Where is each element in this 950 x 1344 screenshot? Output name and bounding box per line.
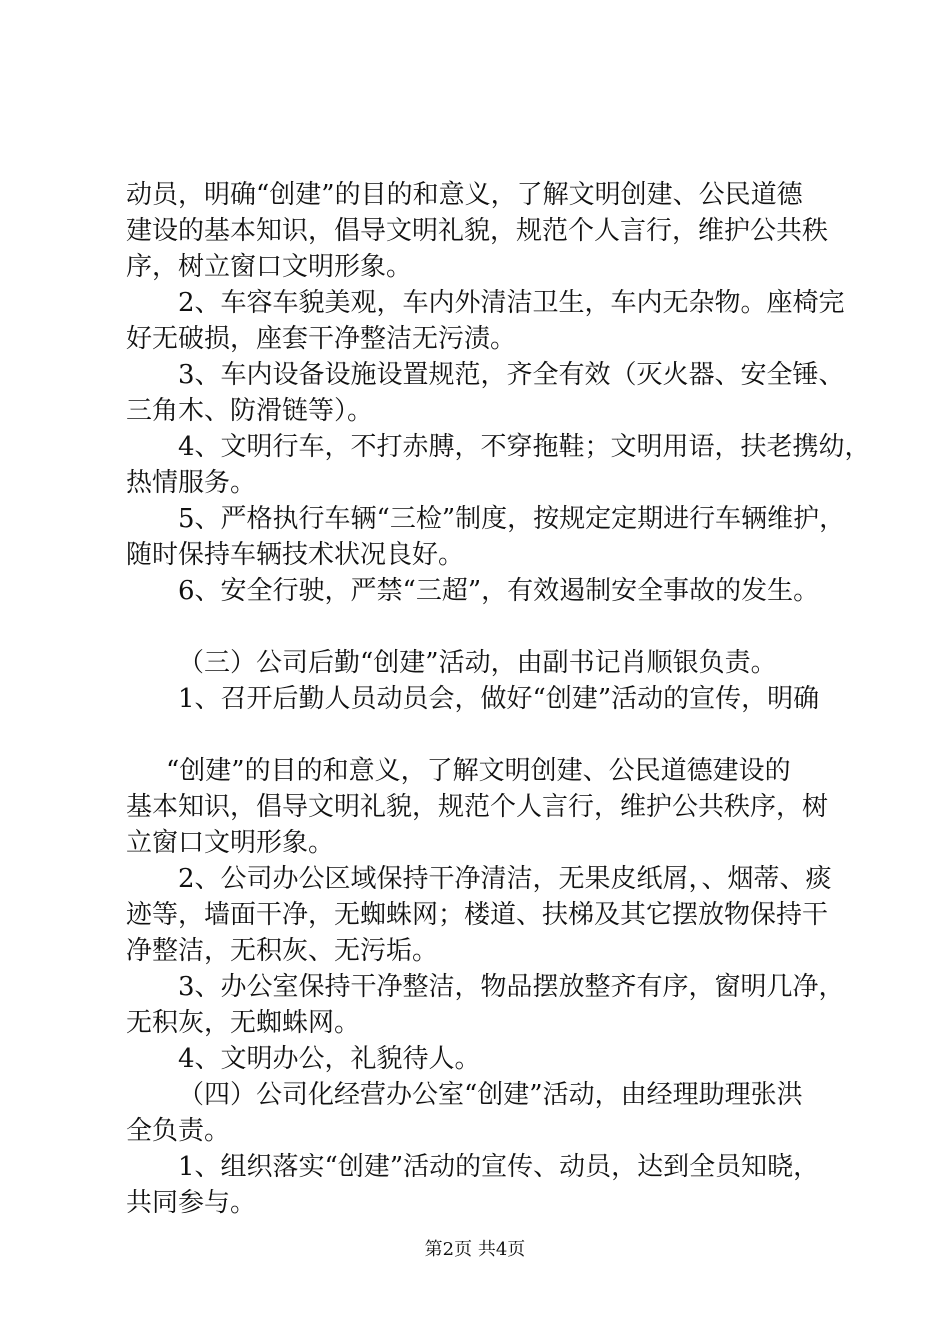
text-line: 动员，明确“创建”的目的和意义，了解文明创建、公民道德 [126,180,803,210]
text-line: 3、办公室保持干净整洁，物品摆放整齐有序，窗明几净， [178,972,845,1002]
text-line: 迹等，墙面干净，无蜘蛛网；楼道、扶梯及其它摆放物保持干 [126,900,829,930]
text-line: 立窗口文明形象。 [126,828,335,858]
text-line: 基本知识，倡导文明礼貌，规范个人言行，维护公共秩序，树 [126,792,829,822]
text-line: 1、组织落实“创建”活动的宣传、动员，达到全员知晓， [178,1152,820,1182]
text-line: 净整洁，无积灰、无污垢。 [126,936,439,966]
text-line: 2、公司办公区域保持干净清洁，无果皮纸屑，、烟蒂、痰 [178,864,832,894]
text-line: 4、文明行车，不打赤膊，不穿拖鞋；文明用语，扶老携幼， [178,432,871,462]
text-line: 6、安全行驶，严禁“三超”，有效遏制安全事故的发生。 [178,576,820,606]
text-line: 4、文明办公，礼貌待人。 [178,1044,481,1074]
text-line: 随时保持车辆技术状况良好。 [126,540,465,570]
text-line: 序，树立窗口文明形象。 [126,252,413,282]
text-line: 建设的基本知识，倡导文明礼貌，规范个人言行，维护公共秩 [126,216,829,246]
text-line: 1、召开后勤人员动员会，做好“创建”活动的宣传，明确 [178,684,820,714]
page-footer: 第2页 共4页 [424,1239,526,1260]
text-line: 热情服务。 [126,468,257,498]
text-line: 5、严格执行车辆“三检”制度，按规定定期进行车辆维护， [178,504,846,534]
text-line: 全负责。 [126,1116,231,1146]
text-line: 无积灰，无蜘蛛网。 [126,1008,361,1038]
section-heading: （三）公司后勤“创建”活动，由副书记肖顺银负责。 [178,648,777,678]
text-line: 3、车内设备设施设置规范，齐全有效（灭火器、安全锤、 [178,360,845,390]
section-heading: （四）公司化经营办公室“创建”活动，由经理助理张洪 [178,1080,803,1110]
text-line: 2、车容车貌美观，车内外清洁卫生，车内无杂物。座椅完 [178,288,845,318]
text-line: 好无破损，座套干净整洁无污渍。 [126,324,517,354]
text-line: 三角木、防滑链等）。 [126,396,374,426]
text-line: 共同参与。 [126,1188,257,1218]
text-line: “创建”的目的和意义，了解文明创建、公民道德建设的 [166,756,791,786]
